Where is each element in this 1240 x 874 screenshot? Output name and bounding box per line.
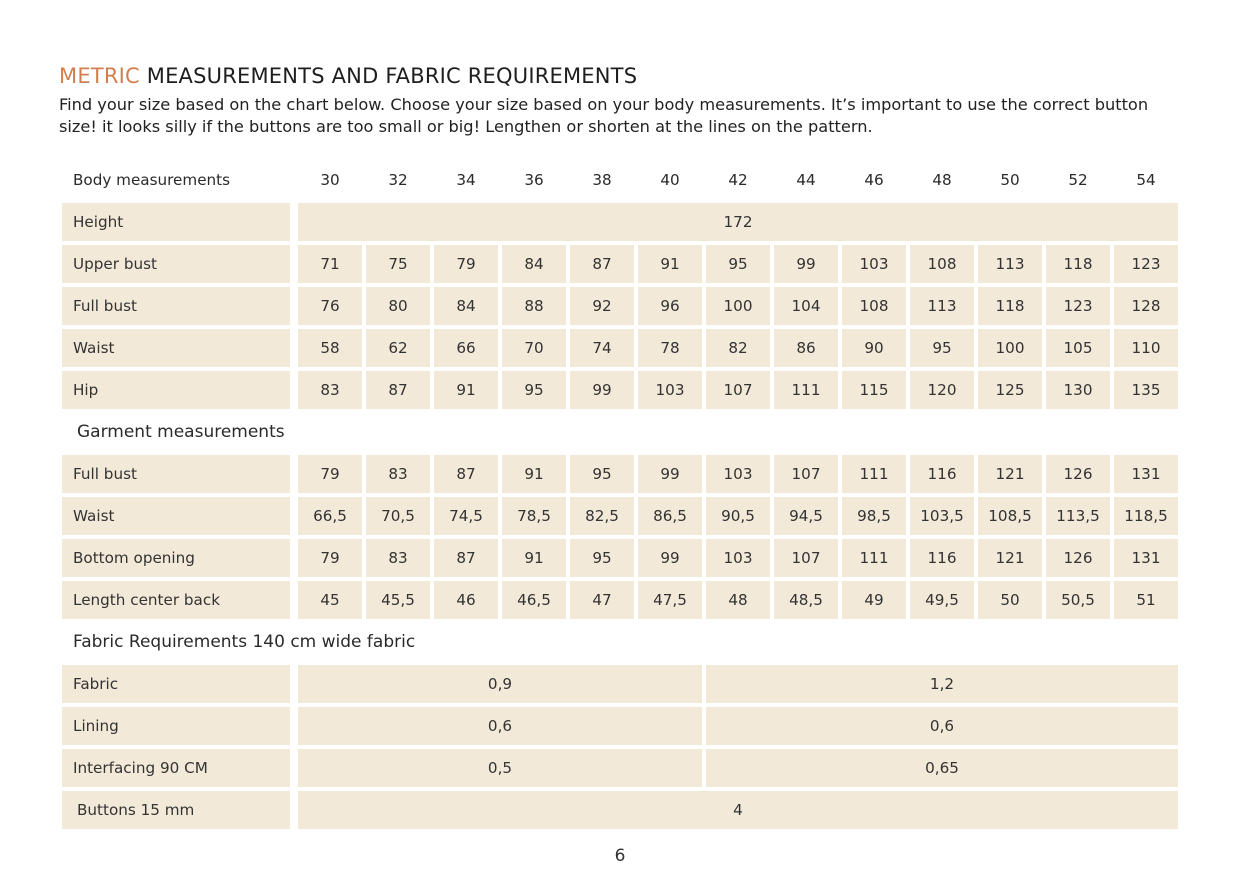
fabric-row [62, 664, 1192, 706]
table-cell: 48 [706, 581, 770, 619]
page-title [59, 64, 637, 88]
table-cell: 95 [570, 539, 634, 577]
table-cell: 47,5 [638, 581, 702, 619]
height-row [62, 202, 1192, 244]
table-cell: 111 [842, 455, 906, 493]
size-header: 52 [1068, 171, 1088, 189]
table-cell: 131 [1114, 455, 1178, 493]
table-cell: 107 [774, 539, 838, 577]
table-cell: 87 [570, 245, 634, 283]
table-cell: 71 [298, 245, 362, 283]
table-cell: 95 [502, 371, 566, 409]
table-cell: 82,5 [570, 497, 634, 535]
size-header: 46 [864, 171, 884, 189]
row-label: Hip [62, 371, 290, 409]
size-chart-table [62, 160, 1192, 832]
size-header-row [62, 160, 1192, 202]
table-cell: 78 [638, 329, 702, 367]
table-cell: 123 [1114, 245, 1178, 283]
fabric-large-sizes-value: 1,2 [706, 665, 1178, 703]
fabric-large-sizes-value: 0,65 [706, 749, 1178, 787]
table-cell: 99 [570, 371, 634, 409]
size-header: 42 [728, 171, 748, 189]
intro-text [59, 94, 1209, 138]
intro-line-2: size! it looks silly if the buttons are too small or big! Lengthen or shorten at the lines on the pattern. [59, 117, 873, 136]
fabric-small-sizes-value: 0,9 [298, 665, 702, 703]
page-number: 6 [614, 846, 626, 866]
table-cell: 107 [706, 371, 770, 409]
garment-row [62, 538, 1192, 580]
body-measurements-heading: Body measurements [73, 171, 231, 189]
table-cell: 48,5 [774, 581, 838, 619]
table-cell: 126 [1046, 455, 1110, 493]
table-cell: 45,5 [366, 581, 430, 619]
table-cell: 83 [366, 455, 430, 493]
table-cell: 66,5 [298, 497, 362, 535]
table-cell: 125 [978, 371, 1042, 409]
row-label: Waist [62, 329, 290, 367]
table-cell: 74,5 [434, 497, 498, 535]
table-cell: 58 [298, 329, 362, 367]
table-cell: 113 [978, 245, 1042, 283]
size-header: 40 [660, 171, 680, 189]
garment-row [62, 454, 1192, 496]
table-cell: 47 [570, 581, 634, 619]
size-header: 50 [1000, 171, 1020, 189]
table-cell: 116 [910, 455, 974, 493]
table-cell: 108 [842, 287, 906, 325]
table-cell: 103 [638, 371, 702, 409]
table-cell: 90 [842, 329, 906, 367]
size-header: 44 [796, 171, 816, 189]
table-cell: 98,5 [842, 497, 906, 535]
table-cell: 121 [978, 539, 1042, 577]
table-cell: 120 [910, 371, 974, 409]
table-cell: 118,5 [1114, 497, 1178, 535]
table-cell: 100 [978, 329, 1042, 367]
table-cell: 91 [502, 539, 566, 577]
garment-section-title: Garment measurements [77, 422, 285, 442]
table-cell: 103 [842, 245, 906, 283]
table-cell: 91 [502, 455, 566, 493]
title-accent: METRIC [59, 64, 140, 88]
table-cell: 103,5 [910, 497, 974, 535]
table-cell: 108 [910, 245, 974, 283]
table-cell: 99 [638, 539, 702, 577]
body-row [62, 244, 1192, 286]
table-cell: 95 [570, 455, 634, 493]
table-cell: 86 [774, 329, 838, 367]
table-cell: 94,5 [774, 497, 838, 535]
table-cell: 100 [706, 287, 770, 325]
table-cell: 84 [502, 245, 566, 283]
garment-row [62, 496, 1192, 538]
table-cell: 95 [706, 245, 770, 283]
table-cell: 99 [774, 245, 838, 283]
garment-section-title-row [62, 412, 1192, 454]
body-row [62, 370, 1192, 412]
table-cell: 103 [706, 539, 770, 577]
table-cell: 83 [298, 371, 362, 409]
table-cell: 82 [706, 329, 770, 367]
title-rest: MEASUREMENTS AND FABRIC REQUIREMENTS [139, 64, 638, 88]
table-cell: 99 [638, 455, 702, 493]
buttons-value: 4 [298, 791, 1178, 829]
table-cell: 50,5 [1046, 581, 1110, 619]
row-label: Length center back [62, 581, 290, 619]
fabric-section-title-row [62, 622, 1192, 664]
row-label: Interfacing 90 CM [62, 749, 290, 787]
table-cell: 79 [434, 245, 498, 283]
table-cell: 76 [298, 287, 362, 325]
height-value: 172 [298, 203, 1178, 241]
table-cell: 86,5 [638, 497, 702, 535]
table-cell: 80 [366, 287, 430, 325]
table-cell: 62 [366, 329, 430, 367]
table-cell: 70,5 [366, 497, 430, 535]
fabric-row [62, 706, 1192, 748]
table-cell: 87 [434, 455, 498, 493]
row-label: Fabric [62, 665, 290, 703]
table-cell: 91 [638, 245, 702, 283]
row-label: Full bust [62, 455, 290, 493]
table-cell: 96 [638, 287, 702, 325]
table-cell: 91 [434, 371, 498, 409]
table-cell: 118 [978, 287, 1042, 325]
table-cell: 131 [1114, 539, 1178, 577]
table-cell: 130 [1046, 371, 1110, 409]
size-header: 30 [320, 171, 340, 189]
table-cell: 50 [978, 581, 1042, 619]
table-cell: 135 [1114, 371, 1178, 409]
table-cell: 111 [842, 539, 906, 577]
row-label: Lining [62, 707, 290, 745]
size-header: 36 [524, 171, 544, 189]
table-cell: 116 [910, 539, 974, 577]
row-label: Bottom opening [62, 539, 290, 577]
table-cell: 126 [1046, 539, 1110, 577]
row-label: Buttons 15 mm [62, 791, 290, 829]
table-cell: 110 [1114, 329, 1178, 367]
table-cell: 49 [842, 581, 906, 619]
row-label: Upper bust [62, 245, 290, 283]
fabric-small-sizes-value: 0,6 [298, 707, 702, 745]
table-cell: 104 [774, 287, 838, 325]
table-cell: 75 [366, 245, 430, 283]
table-cell: 74 [570, 329, 634, 367]
row-label: Waist [62, 497, 290, 535]
table-cell: 105 [1046, 329, 1110, 367]
table-cell: 108,5 [978, 497, 1042, 535]
table-cell: 90,5 [706, 497, 770, 535]
table-cell: 107 [774, 455, 838, 493]
size-header: 34 [456, 171, 476, 189]
garment-row [62, 580, 1192, 622]
table-cell: 113,5 [1046, 497, 1110, 535]
table-cell: 95 [910, 329, 974, 367]
table-cell: 115 [842, 371, 906, 409]
row-label: Height [62, 203, 290, 241]
table-cell: 66 [434, 329, 498, 367]
table-cell: 83 [366, 539, 430, 577]
table-cell: 92 [570, 287, 634, 325]
row-label: Full bust [62, 287, 290, 325]
table-cell: 123 [1046, 287, 1110, 325]
size-header: 32 [388, 171, 408, 189]
body-row [62, 328, 1192, 370]
intro-line-1: Find your size based on the chart below. Choose your size based on your body measurements. It’s important to use the correct button [59, 95, 1149, 114]
table-cell: 79 [298, 539, 362, 577]
fabric-large-sizes-value: 0,6 [706, 707, 1178, 745]
table-cell: 113 [910, 287, 974, 325]
table-cell: 118 [1046, 245, 1110, 283]
size-header: 54 [1136, 171, 1156, 189]
table-cell: 87 [366, 371, 430, 409]
body-row [62, 286, 1192, 328]
size-header: 48 [932, 171, 952, 189]
table-cell: 46 [434, 581, 498, 619]
size-header: 38 [592, 171, 612, 189]
table-cell: 88 [502, 287, 566, 325]
table-cell: 49,5 [910, 581, 974, 619]
table-cell: 121 [978, 455, 1042, 493]
table-cell: 70 [502, 329, 566, 367]
buttons-row [62, 790, 1192, 832]
fabric-row [62, 748, 1192, 790]
table-cell: 103 [706, 455, 770, 493]
table-cell: 45 [298, 581, 362, 619]
table-cell: 79 [298, 455, 362, 493]
table-cell: 46,5 [502, 581, 566, 619]
table-cell: 111 [774, 371, 838, 409]
table-cell: 84 [434, 287, 498, 325]
fabric-section-title: Fabric Requirements 140 cm wide fabric [73, 632, 416, 652]
table-cell: 78,5 [502, 497, 566, 535]
table-cell: 87 [434, 539, 498, 577]
table-cell: 128 [1114, 287, 1178, 325]
fabric-small-sizes-value: 0,5 [298, 749, 702, 787]
table-cell: 51 [1114, 581, 1178, 619]
